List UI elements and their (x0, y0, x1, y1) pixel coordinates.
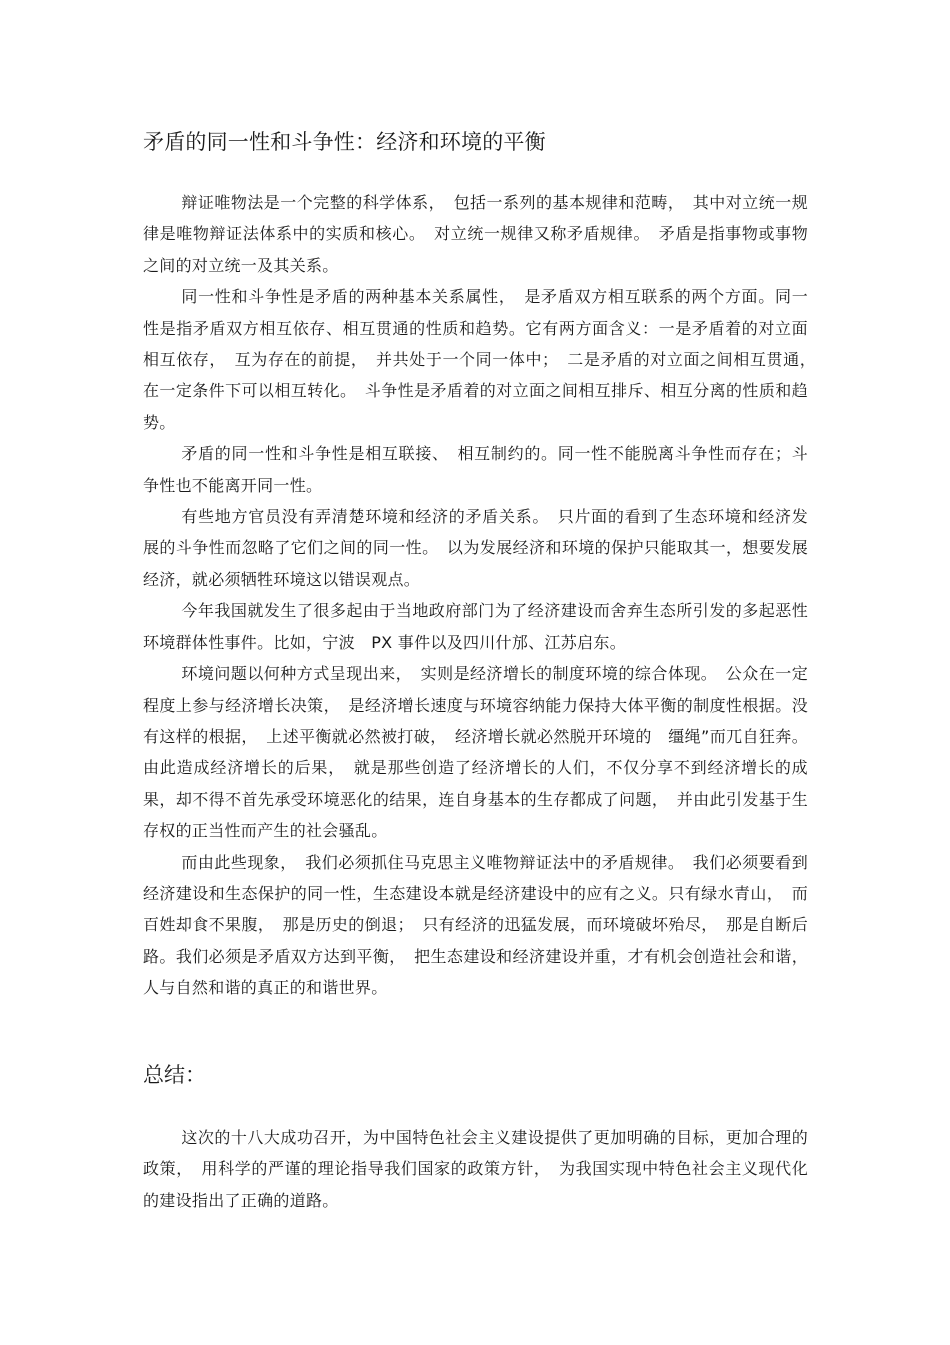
summary-paragraph: 这次的十八大成功召开，为中国特色社会主义建设提供了更加明确的目标，更加合理的政策， 用科学的严谨的理论指导我们国家的政策方针， 为我国实现中特色社会主义现代化的建设指出了正确的道路。 (143, 1128, 808, 1210)
summary-body (143, 1122, 808, 1216)
body-paragraph: 而由此些现象， 我们必须抓住马克思主义唯物辩证法中的矛盾规律。 我们必须要看到经济建设和生态保护的同一性，生态建设本就是经济建设中的应有之义。只有绿水青山， 而百姓却食不果腹， 那是历史的倒退； 只有经济的迅猛发展，而环境破坏殆尽， 那是自断后路。我们必须是矛盾双方达到平衡， 把生态建设和经济建设并重，才有机会创造社会和谐，人与自然和谐的真正的和谐世界。 (143, 852, 808, 998)
document-title: 矛盾的同一性和斗争性：经济和环境的平衡 (143, 130, 546, 154)
body-paragraph: 今年我国就发生了很多起由于当地政府部门为了经济建设而舍弃生态所引发的多起恶性环境群体性事件。比如，宁波 PX 事件以及四川什邡、江苏启东。 (143, 601, 808, 652)
body-paragraph: 同一性和斗争性是矛盾的两种基本关系属性， 是矛盾双方相互联系的两个方面。同一性是指矛盾双方相互依存、相互贯通的性质和趋势。它有两方面含义：一是矛盾着的对立面相互依存， 互为存在的前提， 并共处于一个同一体中； 二是矛盾的对立面之间相互贯通， 在一定条件下可以相互转化。 斗争性是矛盾着的对立面之间相互排斥、相互分离的性质和趋势。 (143, 287, 825, 432)
body-paragraph: 有些地方官员没有弄清楚环境和经济的矛盾关系。 只片面的看到了生态环境和经济发展的斗争性而忽略了它们之间的同一性。 以为发展经济和环境的保护只能取其一，想要发展经济，就必须牺牲环境这以错误观点。 (143, 507, 808, 589)
body-paragraph: 矛盾的同一性和斗争性是相互联接、 相互制约的。同一性不能脱离斗争性而存在；斗争性也不能离开同一性。 (143, 444, 808, 495)
body-paragraph: 辩证唯物法是一个完整的科学体系， 包括一系列的基本规律和范畴， 其中对立统一规律是唯物辩证法体系中的实质和核心。 对立统一规律又称矛盾规律。 矛盾是指事物或事物之间的对立统一及其关系。 (143, 193, 808, 275)
document-body (143, 187, 825, 1004)
summary-heading: 总结： (143, 1063, 206, 1087)
body-paragraph: 环境问题以何种方式呈现出来， 实则是经济增长的制度环境的综合体现。 公众在一定程度上参与经济增长决策， 是经济增长速度与环境容纳能力保持大体平衡的制度性根据。没有这样的根据， 上述平衡就必然被打破， 经济增长就必然脱开环境的 缰绳”而兀自狂奔。由此造成经济增长的后果， 就是那些创造了经济增长的人们，不仅分享不到经济增长的成果，却不得不首先承受环境恶化的结果，连自身基本的生存都成了问题， 并由此引发基于生存权的正当性而产生的社会骚乱。 (143, 664, 808, 841)
